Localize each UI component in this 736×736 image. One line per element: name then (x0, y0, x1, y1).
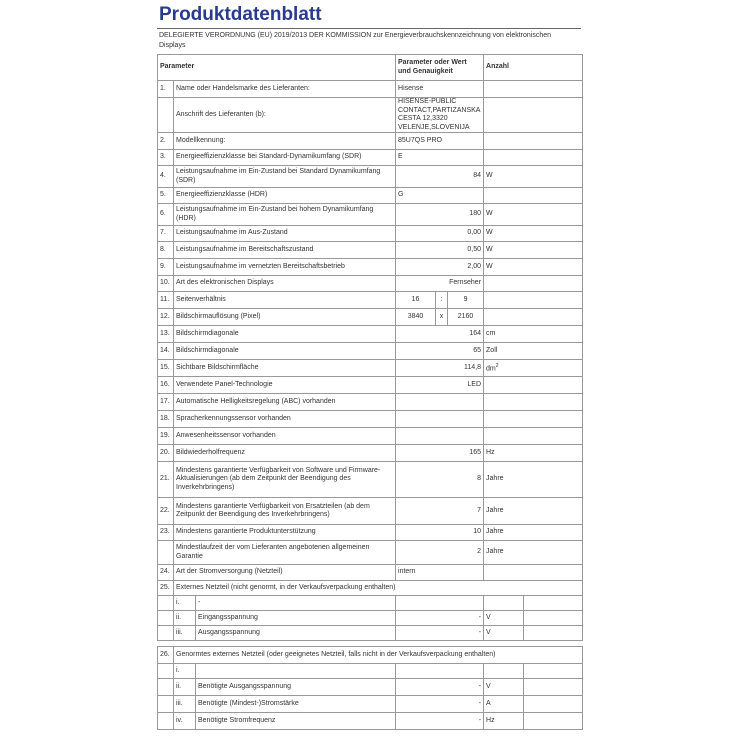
row-label: Genormtes externes Netzteil (oder geeignetes Netzteil, falls nicht in der Verkaufsverpackung enthalten) (174, 647, 583, 664)
row-number: 7. (158, 226, 174, 242)
row-label: Anschrift des Lieferanten (b): (174, 98, 396, 133)
row-number: 5. (158, 188, 174, 204)
row-unit (484, 188, 583, 204)
row-blank (524, 713, 583, 730)
row-value (396, 664, 484, 679)
table-row (158, 81, 583, 98)
row-label: Verwendete Panel-Technologie (174, 377, 396, 394)
row-label: Bildschirmdiagonale (174, 343, 396, 360)
row-unit: W (484, 259, 583, 276)
row-indent (158, 664, 174, 679)
row-unit (484, 133, 583, 150)
table-row (158, 647, 583, 664)
regulation-subtitle: DELEGIERTE VERORDNUNG (EU) 2019/2013 DER KOMMISSION zur Energieverbrauchskennzeichnung von elektronischen Displays (159, 32, 552, 49)
row-label: Bildschirmauflösung (Pixel) (174, 309, 396, 326)
row-number: 9. (158, 259, 174, 276)
row-value-a: 3840 (396, 309, 436, 326)
row-number: 17. (158, 394, 174, 411)
row-number: 21. (158, 462, 174, 498)
row-number: 4. (158, 166, 174, 188)
row-label: Mindestlaufzeit der vom Lieferanten angebotenen allgemeinen Garantie (174, 541, 396, 565)
row-value (396, 394, 484, 411)
table-row (158, 428, 583, 445)
row-subnumber: i. (174, 664, 196, 679)
row-unit (484, 81, 583, 98)
row-value: 165 (396, 445, 484, 462)
row-value: - (396, 696, 484, 713)
row-number: 24. (158, 565, 174, 581)
row-label: Automatische Helligkeitsregelung (ABC) vorhanden (174, 394, 396, 411)
row-value: 8 (396, 462, 484, 498)
row-indent (158, 611, 174, 626)
row-number: 20. (158, 445, 174, 462)
row-label: Anwesenheitssensor vorhanden (174, 428, 396, 445)
row-value-b: 9 (448, 292, 484, 309)
row-value (396, 428, 484, 445)
row-value: - (396, 679, 484, 696)
row-number (158, 541, 174, 565)
table-row (158, 664, 583, 679)
row-value (396, 596, 484, 611)
row-label: Energieeffizienzklasse bei Standard-Dynamikumfang (SDR) (174, 150, 396, 166)
row-value: 164 (396, 326, 484, 343)
row-blank (524, 611, 583, 626)
row-unit: Hz (484, 445, 583, 462)
header-parameter: Parameter (158, 55, 396, 81)
row-indent (158, 626, 174, 641)
table-row (158, 679, 583, 696)
row-value-a: 16 (396, 292, 436, 309)
row-unit (484, 428, 583, 445)
row-subnumber: ii. (174, 679, 196, 696)
row-label (196, 664, 396, 679)
row-unit (484, 98, 583, 133)
row-unit (484, 664, 524, 679)
product-data-table (157, 54, 583, 730)
table-row (158, 166, 583, 188)
row-number: 11. (158, 292, 174, 309)
row-subnumber: i. (174, 596, 196, 611)
table-row (158, 525, 583, 541)
row-value: 180 (396, 204, 484, 226)
row-unit: Zoll (484, 343, 583, 360)
unit-text: dm (486, 365, 496, 373)
table-row (158, 394, 583, 411)
row-value: 2 (396, 541, 484, 565)
row-value: - (396, 611, 484, 626)
row-label: Benötigte Stromfrequenz (196, 713, 396, 730)
row-unit (484, 596, 524, 611)
row-unit: W (484, 242, 583, 259)
row-unit: W (484, 166, 583, 188)
table-header (158, 55, 583, 81)
row-value: Fernseher (396, 276, 484, 292)
row-unit (484, 411, 583, 428)
row-blank (524, 596, 583, 611)
table-row (158, 411, 583, 428)
row-value: Hisense (396, 81, 484, 98)
row-unit: W (484, 204, 583, 226)
table-row (158, 596, 583, 611)
row-unit: V (484, 679, 524, 696)
row-subnumber: iii. (174, 696, 196, 713)
row-indent (158, 696, 174, 713)
row-label: Modellkennung: (174, 133, 396, 150)
row-number: 1. (158, 81, 174, 98)
table-row (158, 498, 583, 525)
table-row (158, 581, 583, 596)
row-label: Bildschirmdiagonale (174, 326, 396, 343)
row-number: 18. (158, 411, 174, 428)
row-number: 26. (158, 647, 174, 664)
row-value: 84 (396, 166, 484, 188)
row-unit (484, 360, 583, 377)
unit-superscript: 2 (495, 363, 499, 370)
table-row (158, 626, 583, 641)
row-number: 16. (158, 377, 174, 394)
row-value: G (396, 188, 484, 204)
row-value: HISENSE-PUBLIC CONTACT,PARTIZANSKA CESTA 12,3320 VELENJE,SLOVENIJA (396, 98, 484, 133)
table-row (158, 565, 583, 581)
row-blank (524, 626, 583, 641)
row-value: 65 (396, 343, 484, 360)
row-value: 0,00 (396, 226, 484, 242)
row-label: Spracherkennungssensor vorhanden (174, 411, 396, 428)
row-value: intern (396, 565, 484, 581)
row-label: Leistungsaufnahme im Aus-Zustand (174, 226, 396, 242)
row-label: Leistungsaufnahme im Ein-Zustand bei Standard Dynamikumfang (SDR) (174, 166, 396, 188)
table-row (158, 696, 583, 713)
row-label: Bildwiederholfrequenz (174, 445, 396, 462)
row-unit: Jahre (484, 525, 583, 541)
row-label: Benötigte Ausgangsspannung (196, 679, 396, 696)
row-indent (158, 679, 174, 696)
row-value: 114,8 (396, 360, 484, 377)
row-blank (524, 679, 583, 696)
row-indent (158, 596, 174, 611)
row-label: Art des elektronischen Displays (174, 276, 396, 292)
table-row (158, 611, 583, 626)
row-label: Leistungsaufnahme im Bereitschaftszustand (174, 242, 396, 259)
row-unit: cm (484, 326, 583, 343)
row-unit (484, 292, 583, 309)
row-value: 85U7QS PRO (396, 133, 484, 150)
row-value-b: 2160 (448, 309, 484, 326)
row-unit (484, 276, 583, 292)
row-unit: Jahre (484, 462, 583, 498)
row-label: Mindestens garantierte Verfügbarkeit von Ersatzteilen (ab dem Zeitpunkt der Beendigung des Inverkehrbringens) (174, 498, 396, 525)
table-row (158, 326, 583, 343)
row-unit: Jahre (484, 541, 583, 565)
row-value: 10 (396, 525, 484, 541)
title-divider (157, 28, 581, 29)
row-unit (484, 394, 583, 411)
row-unit: Hz (484, 713, 524, 730)
row-label: Leistungsaufnahme im Ein-Zustand bei hohem Dynamikumfang (HDR) (174, 204, 396, 226)
table-row (158, 188, 583, 204)
table-row (158, 377, 583, 394)
row-unit: V (484, 626, 524, 641)
row-label: Externes Netzteil (nicht genormt, in der Verkaufsverpackung enthalten) (174, 581, 583, 596)
row-number: 3. (158, 150, 174, 166)
table-row (158, 541, 583, 565)
row-label: Ausgangsspannung (196, 626, 396, 641)
row-label: Mindestens garantierte Verfügbarkeit von Software und Firmware-Aktualisierungen (ab dem Zeitpunkt der Beendigung des Inverkehrbringens) (174, 462, 396, 498)
row-number: 6. (158, 204, 174, 226)
row-number: 22. (158, 498, 174, 525)
row-unit: Jahre (484, 498, 583, 525)
table-row (158, 343, 583, 360)
table-row (158, 98, 583, 133)
row-unit: A (484, 696, 524, 713)
row-unit (484, 565, 583, 581)
table-row (158, 360, 583, 377)
row-number: 23. (158, 525, 174, 541)
row-label: Name oder Handelsmarke des Lieferanten: (174, 81, 396, 98)
row-label: Energieeffizienzklasse (HDR) (174, 188, 396, 204)
row-separator: x (436, 309, 448, 326)
row-unit (484, 309, 583, 326)
row-value: E (396, 150, 484, 166)
table-row (158, 133, 583, 150)
row-number: 13. (158, 326, 174, 343)
table-row (158, 309, 583, 326)
row-value: 7 (396, 498, 484, 525)
table-row (158, 292, 583, 309)
row-number: 14. (158, 343, 174, 360)
row-unit: V (484, 611, 524, 626)
row-blank (524, 696, 583, 713)
row-value (396, 411, 484, 428)
row-value: - (396, 713, 484, 730)
table-row (158, 276, 583, 292)
row-label: Art der Stromversorgung (Netzteil) (174, 565, 396, 581)
row-unit: W (484, 226, 583, 242)
row-separator: : (436, 292, 448, 309)
row-value: LED (396, 377, 484, 394)
table-row (158, 462, 583, 498)
row-unit (484, 150, 583, 166)
header-unit: Anzahl (484, 55, 583, 81)
row-label: Benötigte (Mindest-)Stromstärke (196, 696, 396, 713)
table-row (158, 150, 583, 166)
row-number: 2. (158, 133, 174, 150)
row-label: Sichtbare Bildschirmfläche (174, 360, 396, 377)
row-number: 8. (158, 242, 174, 259)
row-number (158, 98, 174, 133)
row-subnumber: ii. (174, 611, 196, 626)
row-value: 0,50 (396, 242, 484, 259)
row-value: 2,00 (396, 259, 484, 276)
row-label: Seitenverhältnis (174, 292, 396, 309)
row-label: Mindestens garantierte Produktunterstützung (174, 525, 396, 541)
table-row (158, 259, 583, 276)
row-value: - (396, 626, 484, 641)
table-row (158, 204, 583, 226)
header-value: Parameter oder Wert und Genauigkeit (396, 55, 484, 81)
table-row (158, 445, 583, 462)
row-number: 12. (158, 309, 174, 326)
row-label: - (196, 596, 396, 611)
row-number: 25. (158, 581, 174, 596)
row-label: Eingangsspannung (196, 611, 396, 626)
table-row (158, 226, 583, 242)
page-title: Produktdatenblatt (159, 4, 322, 25)
row-unit (484, 377, 583, 394)
row-indent (158, 713, 174, 730)
row-subnumber: iv. (174, 713, 196, 730)
row-label: Leistungsaufnahme im vernetzten Bereitschaftsbetrieb (174, 259, 396, 276)
row-subnumber: iii. (174, 626, 196, 641)
table-row (158, 242, 583, 259)
row-number: 15. (158, 360, 174, 377)
table-row (158, 713, 583, 730)
row-number: 19. (158, 428, 174, 445)
row-number: 10. (158, 276, 174, 292)
row-blank (524, 664, 583, 679)
